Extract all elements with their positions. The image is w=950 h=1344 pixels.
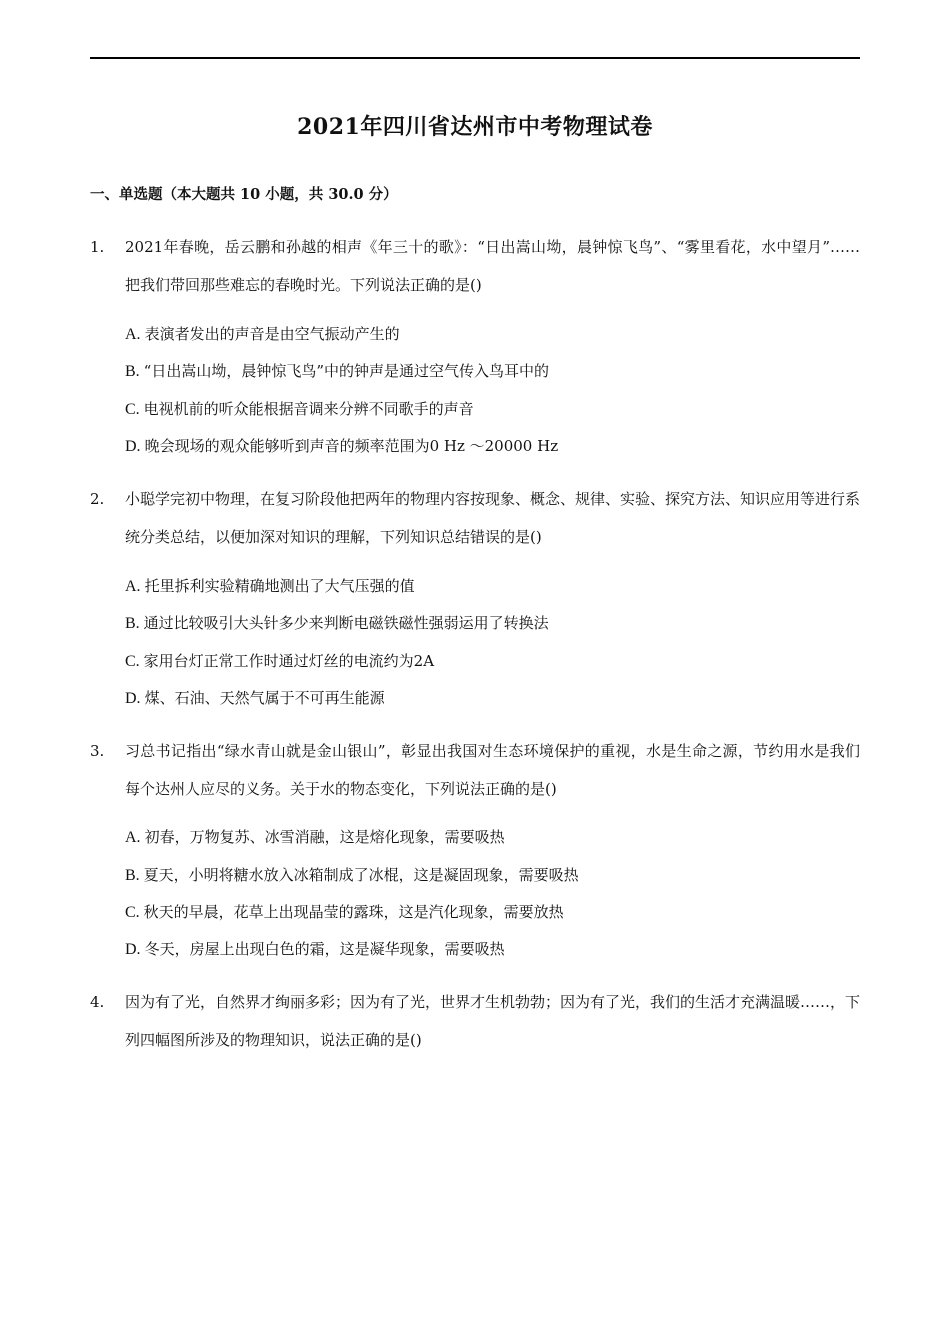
question-text: 因为有了光，自然界才绚丽多彩；因为有了光，世界才生机勃勃；因为有了光，我们的生活才充满温暖……，下列四幅图所涉及的物理知识，说法正确的是() (125, 993, 861, 1049)
option-label: D. (125, 438, 141, 455)
option-label: D. (125, 941, 141, 958)
question-number: 2. (90, 490, 105, 508)
option-text: “日出嵩山坳，晨钟惊飞鸟”中的钟声是通过空气传入鸟耳中的 (143, 362, 550, 380)
question-3 (90, 742, 860, 808)
question-number: 4. (90, 993, 105, 1011)
option-1d (125, 435, 558, 456)
section-heading: 一、单选题（本大题共 10 小题，共 30.0 分） (90, 186, 398, 203)
option-2d (125, 687, 385, 708)
option-label: B. (125, 867, 140, 884)
option-label: B. (125, 363, 140, 380)
question-number: 3. (90, 742, 105, 760)
option-label: C. (125, 401, 140, 418)
option-text: 秋天的早晨，花草上出现晶莹的露珠，这是汽化现象，需要放热 (143, 903, 564, 921)
option-1c (125, 398, 474, 419)
option-2c (125, 650, 434, 671)
option-text: 煤、石油、天然气属于不可再生能源 (144, 689, 385, 707)
option-label: D. (125, 690, 141, 707)
option-text: 家用台灯正常工作时通过灯丝的电流约为2A (143, 652, 435, 670)
question-2 (90, 490, 860, 556)
question-1 (90, 238, 860, 304)
option-text: 电视机前的听众能根据音调来分辨不同歌手的声音 (143, 400, 474, 418)
page-title: 2021年四川省达州市中考物理试卷 (297, 114, 653, 140)
option-text: 托里拆利实验精确地测出了大气压强的值 (144, 577, 415, 595)
option-label: A. (125, 578, 141, 595)
option-3c (125, 901, 564, 922)
option-3a (125, 826, 505, 847)
option-2a (125, 575, 415, 596)
option-3d (125, 938, 505, 959)
option-text: 冬天，房屋上出现白色的霜，这是凝华现象，需要吸热 (144, 940, 505, 958)
option-text: 通过比较吸引大头针多少来判断电磁铁磁性强弱运用了转换法 (143, 614, 549, 632)
question-number: 1. (90, 238, 105, 256)
option-text: 晚会现场的观众能够听到声音的频率范围为0 Hz ～20000 Hz (144, 437, 559, 455)
question-text: 习总书记指出“绿水青山就是金山银山”，彰显出我国对生态环境保护的重视，水是生命之源，节约用水是我们每个达州人应尽的义务。关于水的物态变化，下列说法正确的是() (125, 742, 860, 798)
question-text: 2021年春晚，岳云鹏和孙越的相声《年三十的歌》：“日出嵩山坳，晨钟惊飞鸟”、“雾里看花，水中望月”……把我们带回那些难忘的春晚时光。下列说法正确的是() (125, 238, 860, 294)
question-text: 小聪学完初中物理，在复习阶段他把两年的物理内容按现象、概念、规律、实验、探究方法、知识应用等进行系统分类总结，以便加深对知识的理解，下列知识总结错误的是() (125, 490, 861, 546)
question-4 (90, 993, 860, 1059)
option-text: 初春，万物复苏、冰雪消融，这是熔化现象，需要吸热 (144, 828, 505, 846)
option-label: A. (125, 326, 141, 343)
option-label: C. (125, 904, 140, 921)
option-2b (125, 612, 549, 633)
option-label: C. (125, 653, 140, 670)
option-3b (125, 864, 579, 885)
option-1a (125, 323, 400, 344)
option-1b (125, 360, 549, 381)
option-label: B. (125, 615, 140, 632)
option-text: 表演者发出的声音是由空气振动产生的 (144, 325, 400, 343)
option-label: A. (125, 829, 141, 846)
option-text: 夏天，小明将糖水放入冰箱制成了冰棍，这是凝固现象，需要吸热 (143, 866, 579, 884)
top-rule (90, 57, 860, 59)
